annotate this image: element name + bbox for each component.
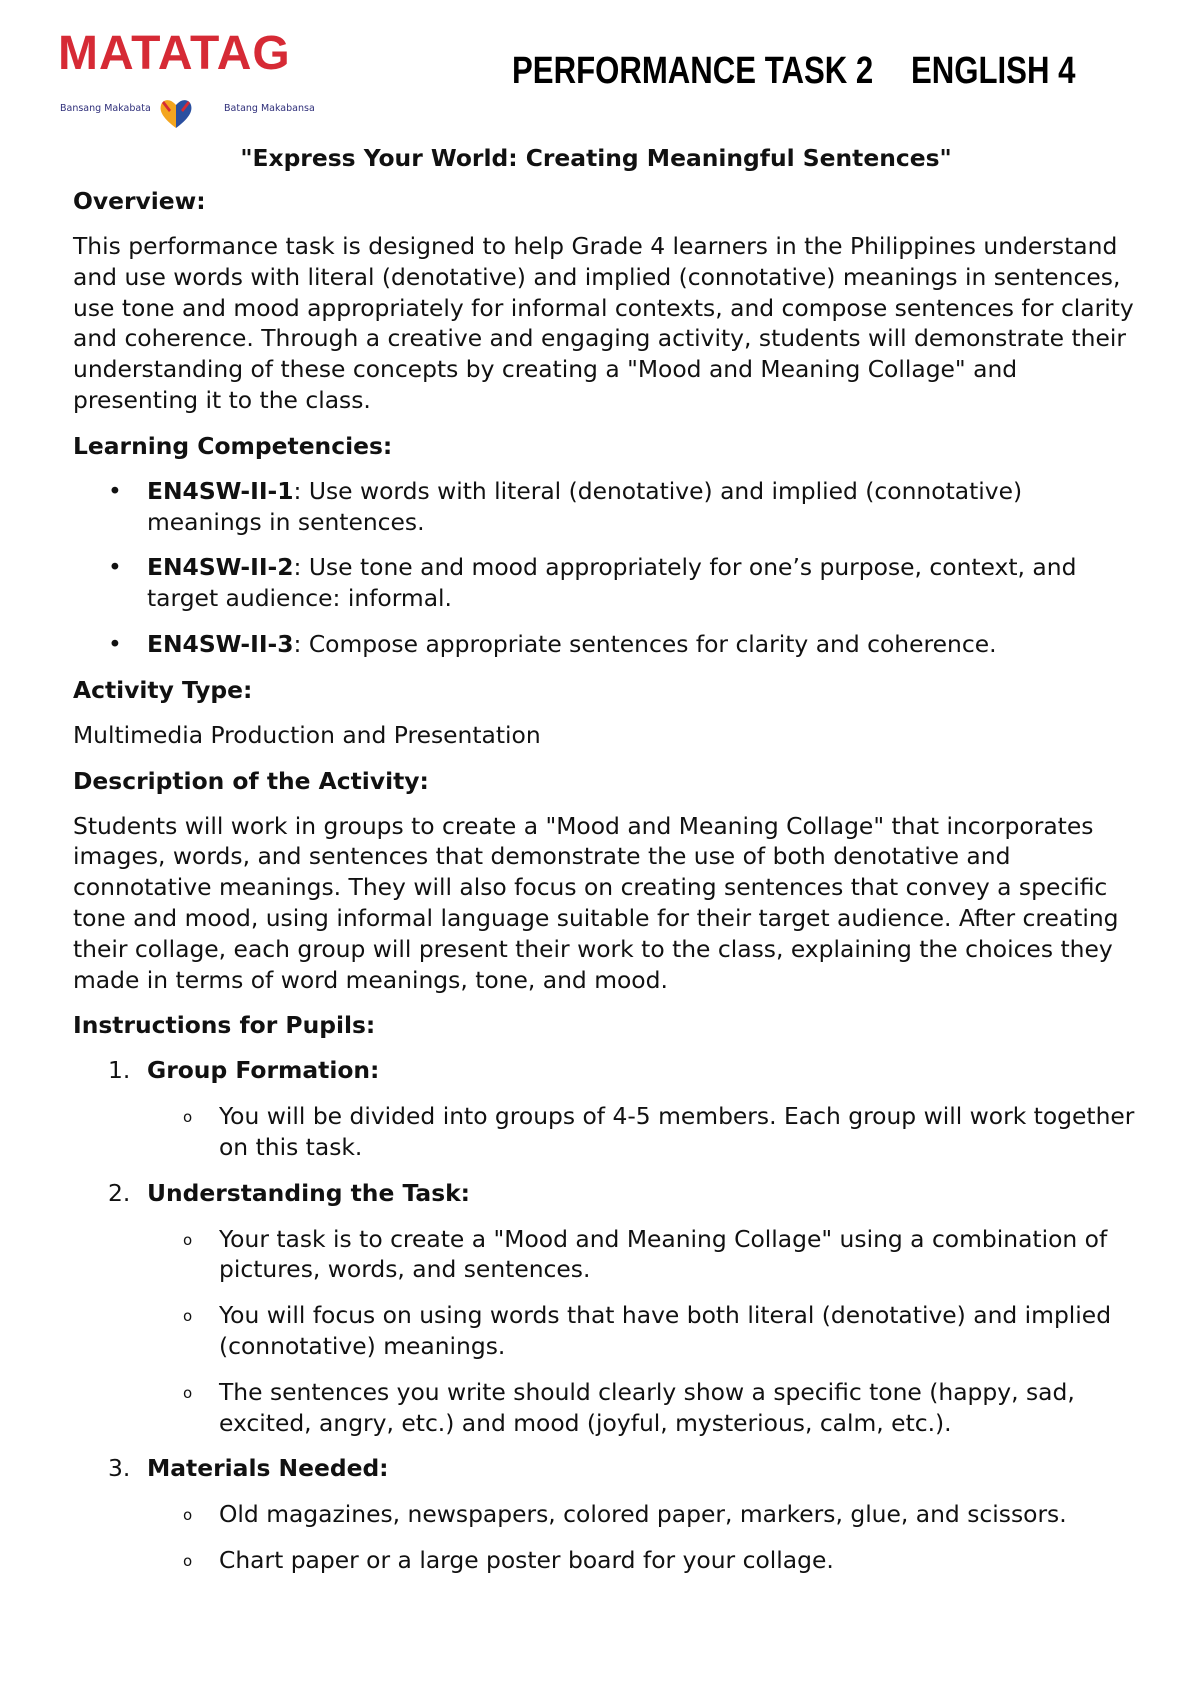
- circle-bullet-icon: o: [183, 1230, 193, 1249]
- competency-code: EN4SW-II-2: [147, 553, 294, 582]
- instructions-list: [73, 1055, 1143, 1575]
- instruction-step: [73, 1178, 1143, 1439]
- step-detail: o Your task is to create a "Mood and Meaning Collage" using a combination of pictures, words, and sentences.: [183, 1224, 1108, 1284]
- circle-bullet-icon: o: [183, 1108, 193, 1127]
- competencies-list: [73, 476, 1143, 660]
- circle-bullet-icon: o: [183, 1383, 193, 1402]
- competency-text: : Use tone and mood appropriately for one’s purpose, context, and target audience: informal.: [147, 553, 1077, 613]
- heart-hands-icon: [158, 96, 194, 130]
- document-body: [73, 140, 1143, 1591]
- logo-tagline-right: Batang Makabansa: [224, 103, 315, 114]
- competency-code: EN4SW-II-1: [147, 476, 294, 505]
- activity-type-text: Multimedia Production and Presentation: [73, 720, 541, 749]
- competency-item: [73, 552, 1143, 614]
- step-number: 1.: [108, 1056, 131, 1085]
- overview-heading: Overview:: [73, 187, 206, 215]
- bullet-icon: •: [108, 476, 122, 505]
- competency-text: : Compose appropriate sentences for clarity and coherence.: [293, 629, 997, 658]
- circle-bullet-icon: o: [183, 1506, 193, 1525]
- overview-text: This performance task is designed to help Grade 4 learners in the Philippines understand and use words with literal (denotative) and implied (connotative) meanings in sentences, use tone and mood appropriately for informal contexts, and compose sentences for clarity and coherence. Through a creative and engaging activity, students will demonstrate their understanding of these concepts by creating a "Mood and Meaning Collage" and presenting it to the class.: [73, 232, 1134, 414]
- competency-item: [73, 476, 1143, 538]
- task-label: PERFORMANCE TASK 2: [512, 50, 874, 92]
- subject-label: ENGLISH 4: [910, 50, 1076, 92]
- step-title: Materials Needed:: [147, 1454, 389, 1483]
- step-detail: o The sentences you write should clearly show a specific tone (happy, sad, excited, angry, etc.) and mood (joyful, mysterious, calm, etc.).: [183, 1377, 1075, 1437]
- competency-text: : Use words with literal (denotative) and implied (connotative) meanings in sentences.: [147, 476, 1023, 536]
- description-heading: Description of the Activity:: [73, 766, 429, 795]
- step-detail: o Chart paper or a large poster board for your collage.: [73, 1545, 1143, 1576]
- competency-item: [73, 629, 1143, 660]
- instruction-step: [73, 1453, 1143, 1575]
- logo-tagline-left: Bansang Makabata: [60, 103, 151, 114]
- activity-type-heading: Activity Type:: [73, 675, 253, 704]
- matatag-logo: [58, 27, 315, 114]
- competency-code: EN4SW-II-3: [147, 629, 294, 658]
- circle-bullet-icon: o: [183, 1551, 193, 1570]
- instructions-heading: Instructions for Pupils:: [73, 1011, 376, 1040]
- circle-bullet-icon: o: [183, 1307, 193, 1326]
- instruction-step: [73, 1055, 1143, 1162]
- description-text: Students will work in groups to create a "Mood and Meaning Collage" that incorporates images, words, and sentences that demonstrate the use of both denotative and connotative meanings. They will also focus on creating sentences that convey a specific tone and mood, using informal language suitable for their target audience. After creating their collage, each group will present their work to the class, explaining the choices they made in terms of word meanings, tone, and mood.: [73, 811, 1119, 994]
- document-title: "Express Your World: Creating Meaningful Sentences": [240, 144, 952, 172]
- step-title: Group Formation:: [147, 1056, 380, 1085]
- logo-wordmark: MATATAG: [58, 27, 291, 80]
- bullet-icon: •: [108, 553, 122, 582]
- step-detail: o You will focus on using words that have both literal (denotative) and implied (connotative) meanings.: [183, 1301, 1112, 1360]
- step-detail: o Old magazines, newspapers, colored paper, markers, glue, and scissors.: [73, 1499, 1143, 1530]
- step-title: Understanding the Task:: [147, 1178, 471, 1207]
- header-title: [512, 48, 1075, 94]
- step-number: 2.: [108, 1178, 131, 1207]
- competencies-heading: Learning Competencies:: [73, 431, 393, 460]
- step-detail: o You will be divided into groups of 4-5 members. Each group will work together on this task.: [183, 1102, 1135, 1161]
- bullet-icon: •: [108, 629, 122, 658]
- step-number: 3.: [108, 1454, 131, 1483]
